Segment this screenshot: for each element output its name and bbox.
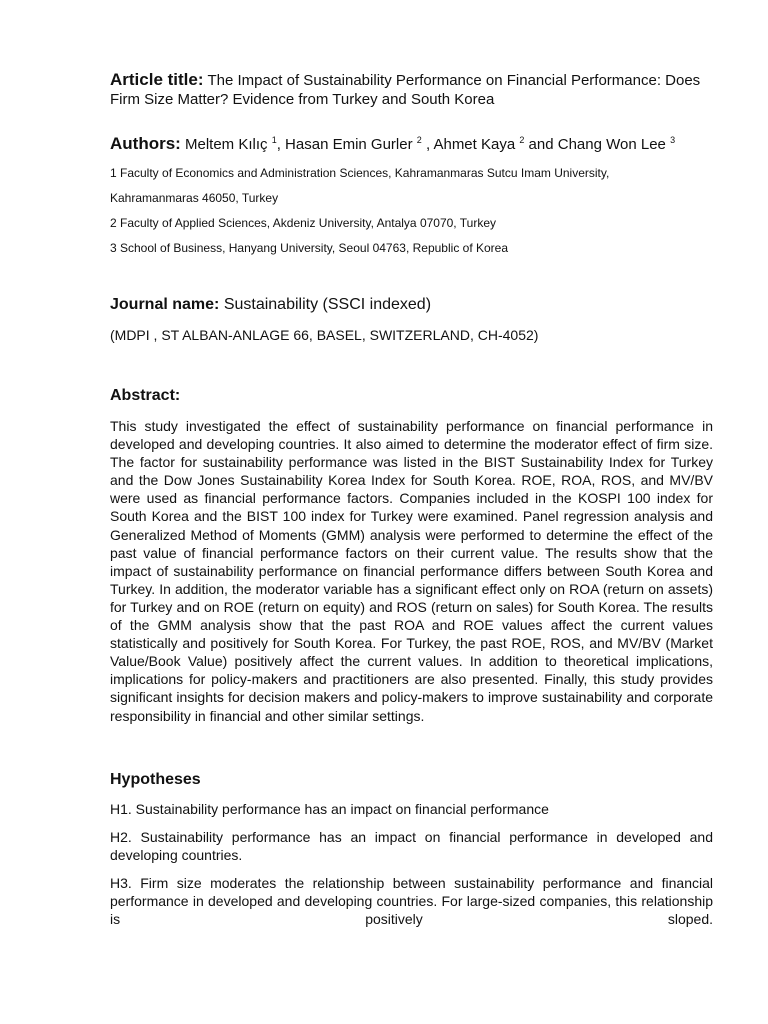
author-separator: and: [524, 136, 558, 153]
author-name: Ahmet Kaya: [433, 136, 516, 153]
journal-label: Journal name:: [110, 296, 220, 313]
authors-line: [110, 134, 730, 155]
hypothesis-item: H1. Sustainability performance has an impact on financial performance: [110, 801, 549, 817]
abstract-text: This study investigated the effect of sustainability performance on financial performance in developed and developing countries. It also aimed to determine the moderator effect of firm size. The factor for sustainability performance was listed in the BIST Sustainability Index for Turkey and the Dow Jones Sustainability Korea Index for South Korea. ROE, ROA, ROS, and MV/BV were used as financial performance factors. Companies included in the KOSPI 100 index for South Korea and the BIST 100 index for Turkey were examined. Panel regression analysis and Generalized Method of Moments (GMM) analysis were performed to determine the effect of the past value of financial performance factors on their current value. The results show that the impact of sustainability performance on financial performance differs between South Korea and Turkey. In addition, the moderator variable has a significant effect only on ROA (return on assets) for Turkey and on ROE (return on equity) and ROS (return on sales) for South Korea. The results of the GMM analysis show that the past ROA and ROE values affect the current values statistically and positively for South Korea. For Turkey, the past ROE, ROS, and MV/BV (Market Value/Book Value) positively affect the current values. In addition to theoretical implications, implications for policy-makers and practitioners are also presented. Finally, this study provides significant insights for decision makers and policy-makers to improve sustainability and corporate responsibility in financial and other similar settings.: [110, 418, 713, 724]
author-separator: ,: [276, 136, 286, 153]
article-title: [110, 70, 710, 109]
hypotheses-heading: Hypotheses: [110, 771, 201, 788]
journal-title: Sustainability (: [223, 296, 328, 313]
abstract-heading: Abstract:: [110, 387, 181, 404]
affiliation-line: Kahramanmaras 46050, Turkey: [110, 191, 279, 205]
author-affiliation-number: 3: [670, 135, 676, 145]
author-separator: ,: [421, 136, 434, 153]
article-title-label: Article title:: [110, 70, 204, 89]
affiliation-line: 3 School of Business, Hanyang University, Seoul 04763, Republic of Korea: [110, 241, 509, 255]
affiliation-line: 1 Faculty of Economics and Administration Sciences, Kahramanmaras Sutcu Imam University,: [110, 166, 610, 180]
author-affiliation-number: 2: [519, 135, 525, 145]
author-name: Chang Won Lee: [557, 136, 666, 153]
author-name: Meltem Kılıç: [185, 136, 268, 153]
author-affiliation-number: 2: [416, 135, 422, 145]
journal-name: [110, 295, 710, 315]
article-title-text: The Impact of Sustainability Performance on Financial Performance: Does Firm Size Matter? Evidence from Turkey and South Korea: [110, 72, 701, 108]
authors-label: Authors:: [110, 134, 181, 153]
hypothesis-item: H3. Firm size moderates the relationship between sustainability performance and financial performance in developed and developing countries. For large-sized companies, this relationship is positively sloped.: [110, 875, 713, 927]
journal-index: SSCI indexed): [327, 296, 432, 313]
author-name: Hasan Emin Gurler: [285, 136, 413, 153]
author-affiliation-number: 1: [271, 135, 277, 145]
hypothesis-item: H2. Sustainability performance has an impact on financial performance in developed and developing countries.: [110, 829, 713, 863]
journal-address: (MDPI , ST ALBAN-ANLAGE 66, BASEL, SWITZERLAND, CH-4052): [110, 327, 539, 343]
affiliation-line: 2 Faculty of Applied Sciences, Akdeniz University, Antalya 07070, Turkey: [110, 216, 496, 230]
